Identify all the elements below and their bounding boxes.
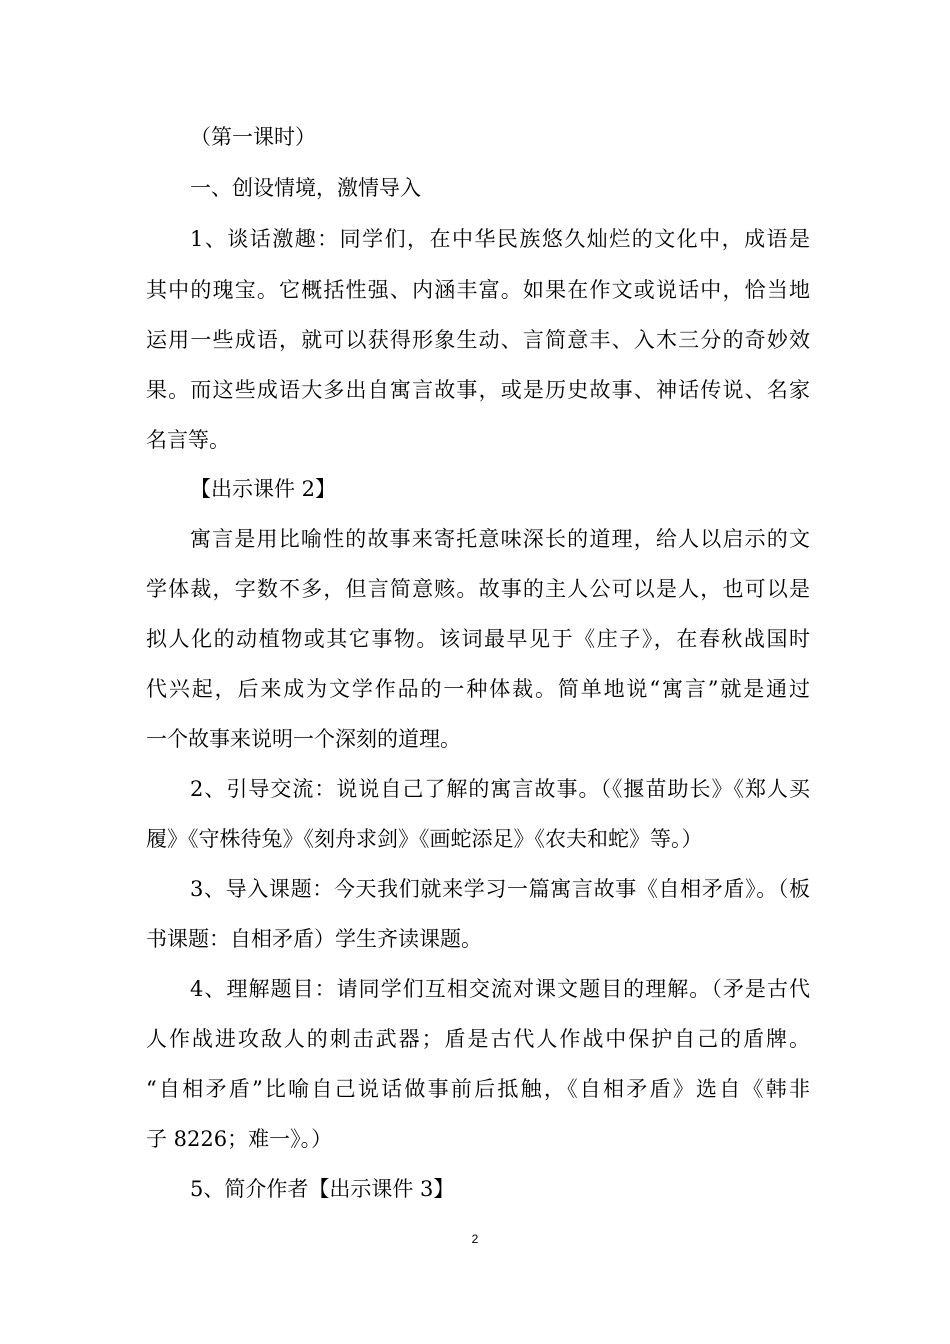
paragraph-line: 学体裁，字数不多，但言简意赅。故事的主人公可以是人，也可以是 (146, 577, 810, 601)
page-number: 2 (471, 1232, 479, 1246)
paragraph-line: 2、引导交流：说说自己了解的寓言故事。（《揠苗助长》《郑人买 (190, 777, 810, 801)
paragraph-line: 书课题：自相矛盾）学生齐读课题。 (146, 927, 482, 951)
paragraph-line: 寓言是用比喻性的故事来寄托意味深长的道理，给人以启示的文 (190, 527, 810, 551)
paragraph-line: 代兴起，后来成为文学作品的一种体裁。简单地说“寓言”就是通过 (146, 677, 810, 701)
paragraph-line: 3、导入课题：今天我们就来学习一篇寓言故事《自相矛盾》。（板 (190, 877, 810, 901)
paragraph-line: 1、谈话激趣：同学们，在中华民族悠久灿烂的文化中，成语是 (190, 227, 810, 251)
paragraph-line: 运用一些成语，就可以获得形象生动、言简意丰、入木三分的奇妙效 (146, 328, 810, 352)
lesson-period-heading: （第一课时） (190, 125, 316, 149)
paragraph-line: 其中的瑰宝。它概括性强、内涵丰富。如果在作文或说话中，恰当地 (146, 278, 810, 302)
paragraph-line: 人作战进攻敌人的刺击武器；盾是古代人作战中保护自己的盾牌。 (146, 1027, 810, 1051)
paragraph-line: 名言等。 (146, 428, 230, 452)
paragraph-line: 履》《守株待兔》《刻舟求剑》《画蛇添足》《农夫和蛇》等。） (146, 827, 703, 851)
paragraph-line: 拟人化的动植物或其它事物。该词最早见于《庄子》，在春秋战国时 (146, 627, 810, 651)
section-heading: 一、创设情境，激情导入 (190, 176, 421, 200)
paragraph-line: 5、简介作者【出示课件 3】 (190, 1177, 455, 1201)
paragraph-line: 4、理解题目：请同学们互相交流对课文题目的理解。（矛是古代 (190, 977, 810, 1001)
courseware-note: 【出示课件 2】 (190, 477, 337, 501)
paragraph-line: “自相矛盾”比喻自己说话做事前后抵触，《自相矛盾》选自《韩非 (146, 1077, 810, 1101)
paragraph-line: 子 8226；难一》。） (146, 1127, 333, 1151)
paragraph-line: 一个故事来说明一个深刻的道理。 (146, 727, 461, 751)
paragraph-line: 果。而这些成语大多出自寓言故事，或是历史故事、神话传说、名家 (146, 378, 810, 402)
